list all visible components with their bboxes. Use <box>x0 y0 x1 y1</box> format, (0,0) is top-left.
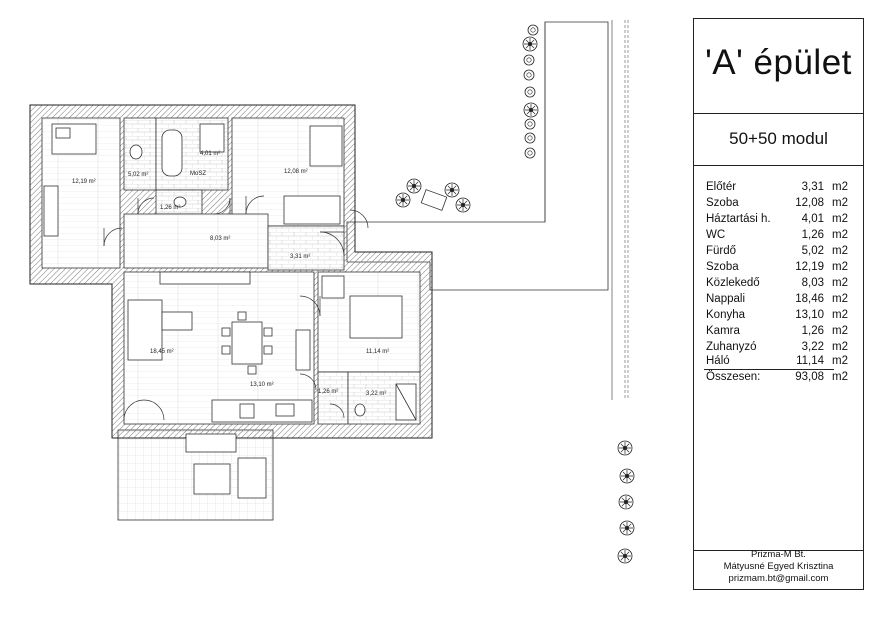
toilet-zuhanyzo <box>355 404 365 416</box>
label-kozlekedo: 8,03 m² <box>210 236 231 242</box>
room-kozlekedo <box>124 214 268 268</box>
area-row <box>706 260 848 275</box>
building-title: 'A' épület <box>705 43 852 82</box>
room-name: Előtér <box>706 181 737 193</box>
area-row <box>706 292 848 307</box>
room-name: Fürdő <box>706 245 737 257</box>
washbasin <box>130 145 142 159</box>
room-unit: m2 <box>832 309 848 321</box>
area-row <box>706 244 848 259</box>
module-label: 50+50 modul <box>729 129 828 148</box>
room-unit: m2 <box>832 245 848 257</box>
title-box <box>694 19 863 114</box>
room-area: 4,01 <box>801 213 824 225</box>
area-row <box>706 212 848 227</box>
desk-east <box>284 196 340 224</box>
dining-table <box>232 322 262 364</box>
area-row <box>706 228 848 243</box>
terrace-bench <box>186 434 236 452</box>
room-unit: m2 <box>832 277 848 289</box>
kitchen-upper <box>160 272 250 284</box>
module-box <box>694 114 863 166</box>
area-table <box>694 166 863 551</box>
label-furdo: 5,02 m² <box>128 172 149 178</box>
washing-machine <box>200 124 224 152</box>
room-name: Zuhanyzó <box>706 341 757 353</box>
area-row <box>706 308 848 323</box>
bed-halo <box>350 296 402 338</box>
room-name: Szoba <box>706 261 739 273</box>
room-unit: m2 <box>832 355 848 367</box>
room-kamra <box>318 372 348 424</box>
room-area: 11,14 <box>796 355 824 367</box>
coffee-table <box>162 312 192 330</box>
area-row <box>706 324 848 339</box>
label-wc: 1,26 m² <box>160 205 181 211</box>
room-unit: m2 <box>832 325 848 337</box>
company-email: prizmam.bt@gmail.com <box>728 573 829 584</box>
label-eloter: 3,31 m² <box>290 254 311 260</box>
room-area: 12,19 <box>795 261 824 273</box>
terrace-table <box>194 464 230 494</box>
area-row <box>706 196 848 211</box>
room-area: 1,26 <box>801 229 824 241</box>
kitchen-counter <box>212 400 312 422</box>
room-area: 1,26 <box>801 325 824 337</box>
room-unit: m2 <box>832 197 848 209</box>
company-name: Prizma-M Bt. <box>751 549 806 560</box>
label-halo: 11,14 m² <box>366 349 390 355</box>
shelf <box>296 330 310 370</box>
room-name: Szoba <box>706 197 739 209</box>
room-area: 18,46 <box>795 293 824 305</box>
room-area: 12,08 <box>795 197 824 209</box>
room-area: 5,02 <box>801 245 824 257</box>
room-unit: m2 <box>832 229 848 241</box>
area-row <box>706 340 848 355</box>
room-unit: m2 <box>832 341 848 353</box>
room-name: Közlekedő <box>706 277 760 289</box>
area-row <box>706 276 848 291</box>
room-unit: m2 <box>832 293 848 305</box>
room-area: 13,10 <box>795 309 824 321</box>
room-name: Háló <box>706 355 730 367</box>
total-area: 93,08 <box>795 371 824 383</box>
total-unit: m2 <box>832 371 848 383</box>
area-row <box>706 354 848 369</box>
room-unit: m2 <box>832 213 848 225</box>
label-nappali: 18,45 m² <box>150 349 174 355</box>
label-kamra: 1,26 m² <box>318 389 339 395</box>
room-eloter <box>268 226 344 270</box>
company-info <box>694 549 863 589</box>
bathtub <box>162 130 182 176</box>
label-konyha: 13,10 m² <box>250 382 274 388</box>
room-area: 8,03 <box>801 277 824 289</box>
room-name: Nappali <box>706 293 745 305</box>
total-row <box>706 370 848 385</box>
terrace-chair <box>238 458 266 498</box>
room-name: WC <box>706 229 726 241</box>
info-panel <box>693 18 864 590</box>
company-person: Mátyusné Egyed Krisztina <box>723 561 834 572</box>
room-name: Kamra <box>706 325 740 337</box>
total-name: Összesen: <box>706 371 761 383</box>
room-unit: m2 <box>832 181 848 193</box>
bed-east <box>310 126 342 166</box>
room-name: Konyha <box>706 309 746 321</box>
label-zuhanyzo: 3,22 m² <box>366 391 387 397</box>
label-haztartasi: 4,01 m² <box>200 151 221 157</box>
wardrobe-west <box>44 186 58 236</box>
area-row <box>706 180 848 195</box>
garden-bench <box>421 190 446 211</box>
room-area: 3,22 <box>801 341 824 353</box>
room-area: 3,31 <box>801 181 824 193</box>
label-szoba-west: 12,19 m² <box>72 179 96 185</box>
room-unit: m2 <box>832 261 848 273</box>
label-mosz: MoSZ <box>190 171 207 177</box>
room-name: Háztartási h. <box>706 213 771 225</box>
label-szoba-east: 12,08 m² <box>284 169 308 175</box>
